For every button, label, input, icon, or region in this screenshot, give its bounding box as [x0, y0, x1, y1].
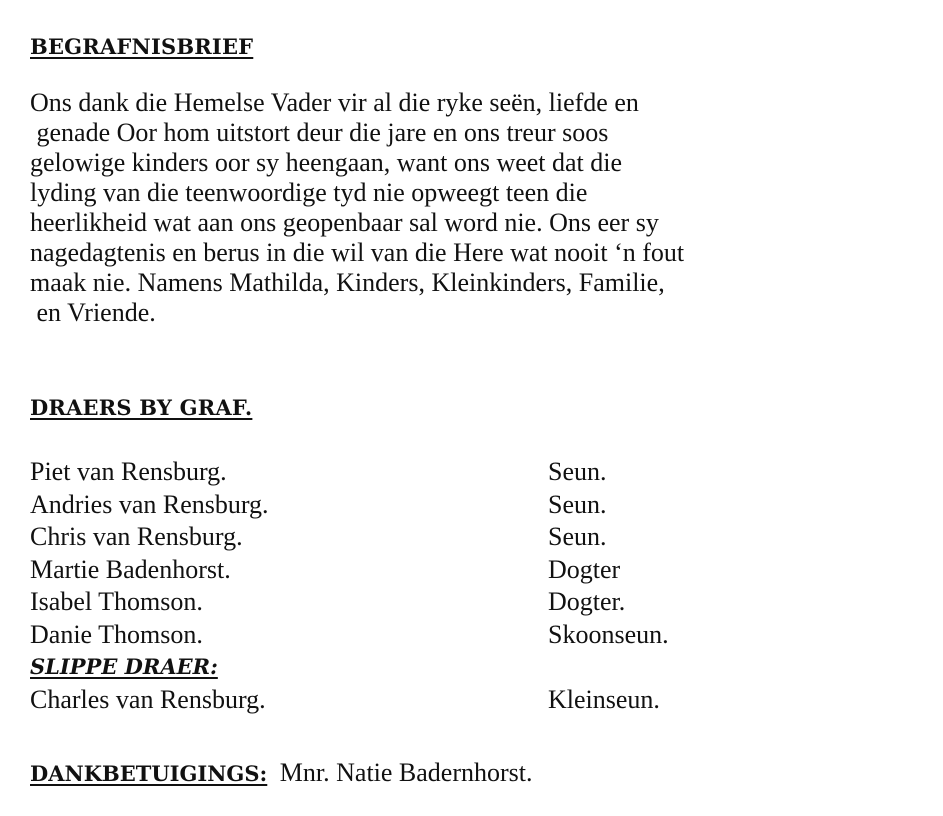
- bearer-relation: Skoonseun.: [548, 619, 669, 649]
- bearer-relation: Kleinseun.: [548, 684, 660, 714]
- bearer-relation: Seun.: [548, 522, 607, 551]
- slip-bearer-heading-row: [30, 651, 930, 684]
- acknowledgements-heading: DANKBETUIGINGS:: [30, 761, 268, 786]
- bearer-relation: Seun.: [548, 457, 607, 486]
- paragraph-line: nagedagtenis en berus in die wil van die Here wat nooit ‘n fout: [30, 238, 685, 267]
- bearer-row: [30, 684, 930, 717]
- bearer-row: [30, 586, 930, 619]
- bearer-row: [30, 619, 930, 652]
- bearer-relation: Dogter: [548, 554, 621, 584]
- bearer-relation: Seun.: [548, 489, 607, 519]
- bearers-list: [30, 456, 930, 716]
- paragraph-line: heerlikheid wat aan ons geopenbaar sal word nie. Ons eer sy: [30, 208, 659, 237]
- bearer-name: Andries van Rensburg.: [30, 489, 269, 519]
- paragraph-line: lyding van die teenwoordige tyd nie opweegt teen die: [30, 178, 588, 207]
- document-title: BEGRAFNISBRIEF: [30, 34, 254, 59]
- bearer-name: Isabel Thomson.: [30, 587, 203, 616]
- bearer-row: [30, 456, 930, 489]
- bearer-row: [30, 489, 930, 522]
- paragraph-line: Ons dank die Hemelse Vader vir al die ryke seën, liefde en: [30, 88, 639, 117]
- condolence-paragraph: [30, 88, 930, 328]
- bearer-name: Piet van Rensburg.: [30, 457, 227, 486]
- bearer-name: Chris van Rensburg.: [30, 522, 243, 551]
- slip-bearer-heading: SLIPPE DRAER:: [30, 654, 218, 679]
- paragraph-line: maak nie. Namens Mathilda, Kinders, Kleinkinders, Familie,: [30, 268, 665, 297]
- bearer-row: [30, 554, 930, 587]
- bearer-row: [30, 521, 930, 554]
- paragraph-line: genade Oor hom uitstort deur die jare en ons treur soos: [30, 118, 609, 147]
- bearers-heading: DRAERS BY GRAF.: [30, 395, 253, 420]
- bearer-name: Martie Badenhorst.: [30, 554, 231, 584]
- paragraph-line: en Vriende.: [30, 298, 156, 327]
- bearer-name: Charles van Rensburg.: [30, 684, 266, 714]
- acknowledgements-text: Mnr. Natie Badernhorst.: [279, 758, 533, 787]
- paragraph-line: gelowige kinders oor sy heengaan, want ons weet dat die: [30, 148, 623, 177]
- bearer-relation: Dogter.: [548, 587, 626, 616]
- acknowledgements: [30, 758, 533, 788]
- bearer-name: Danie Thomson.: [30, 619, 203, 649]
